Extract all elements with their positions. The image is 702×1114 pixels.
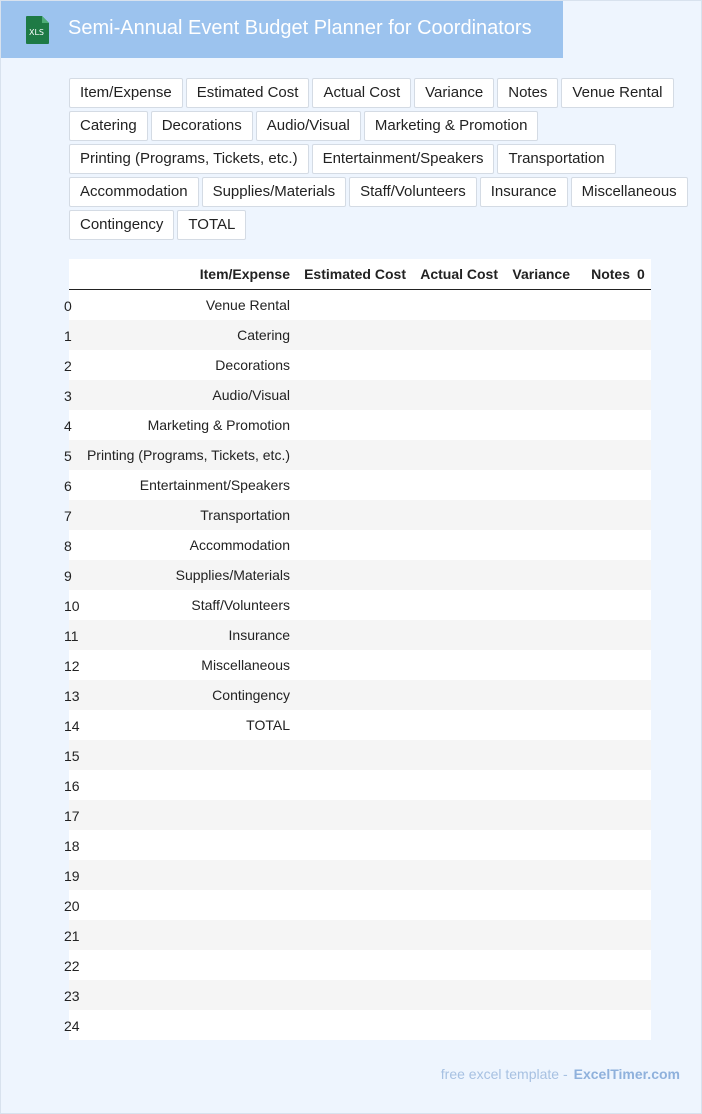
table-cell[interactable]: Venue Rental [79, 290, 297, 321]
row-index: 0 [64, 298, 72, 314]
column-chip[interactable]: Catering [69, 111, 148, 141]
row-index: 3 [64, 388, 72, 404]
table-cell[interactable] [637, 590, 651, 620]
row-index: 17 [64, 808, 80, 824]
table-cell[interactable] [79, 920, 297, 950]
table-cell[interactable] [413, 1010, 505, 1040]
row-index: 6 [64, 478, 72, 494]
table-cell[interactable] [413, 950, 505, 980]
table-cell[interactable] [505, 950, 577, 980]
table-cell[interactable]: Decorations [79, 350, 297, 380]
table-cell[interactable]: Staff/Volunteers [79, 590, 297, 620]
column-chip[interactable]: Estimated Cost [186, 78, 310, 108]
table-cell[interactable] [413, 680, 505, 710]
table-row [69, 980, 651, 1010]
table-cell[interactable] [505, 350, 577, 380]
column-chip[interactable]: Item/Expense [69, 78, 183, 108]
table-row [69, 770, 651, 800]
row-index: 5 [64, 448, 72, 464]
table-cell[interactable] [505, 620, 577, 650]
column-chip[interactable]: Contingency [69, 210, 174, 240]
row-index-cell[interactable] [64, 410, 79, 440]
column-chip-list [69, 78, 699, 240]
footer-credit [441, 1066, 680, 1082]
column-header[interactable]: Variance [505, 259, 577, 290]
column-chip[interactable]: Variance [414, 78, 494, 108]
excel-file-icon [23, 15, 51, 45]
table-cell[interactable] [577, 380, 637, 410]
row-index-cell[interactable] [64, 920, 80, 950]
row-index: 16 [64, 778, 80, 794]
table-cell[interactable] [297, 890, 413, 920]
table-cell[interactable] [297, 770, 413, 800]
table-cell[interactable] [297, 470, 413, 500]
table-row [69, 800, 651, 830]
table-cell[interactable] [505, 440, 577, 470]
table-cell[interactable] [577, 1010, 637, 1040]
table-cell[interactable] [505, 680, 577, 710]
table-cell[interactable] [577, 920, 637, 950]
row-index-cell[interactable] [64, 740, 80, 770]
table-row [69, 350, 651, 380]
table-row [69, 860, 651, 890]
table-cell[interactable] [413, 290, 505, 321]
table-row [69, 890, 651, 920]
table-cell[interactable] [577, 860, 637, 890]
table-cell[interactable] [637, 470, 651, 500]
table-cell[interactable] [79, 860, 297, 890]
table-cell[interactable] [413, 590, 505, 620]
row-index-cell[interactable] [64, 650, 80, 680]
column-chip[interactable]: Decorations [151, 111, 253, 141]
table-cell[interactable] [505, 800, 577, 830]
table-row [69, 470, 651, 500]
table-cell[interactable] [79, 1010, 297, 1040]
table-cell[interactable] [505, 830, 577, 860]
table-cell[interactable] [637, 410, 651, 440]
row-index: 20 [64, 898, 80, 914]
table-row [69, 290, 651, 321]
table-cell[interactable] [505, 290, 577, 321]
table-cell[interactable] [413, 500, 505, 530]
table-cell[interactable] [637, 290, 651, 321]
row-index-cell[interactable] [64, 800, 80, 830]
column-header[interactable] [69, 259, 79, 290]
table-cell[interactable] [505, 890, 577, 920]
row-index-cell[interactable] [64, 710, 80, 740]
table-cell[interactable]: Marketing & Promotion [79, 410, 297, 440]
table-cell[interactable] [413, 350, 505, 380]
table-cell[interactable] [413, 320, 505, 350]
title-bar [1, 1, 563, 58]
row-index: 23 [64, 988, 80, 1004]
row-index: 13 [64, 688, 80, 704]
row-index-cell[interactable] [64, 950, 80, 980]
table-cell[interactable] [413, 470, 505, 500]
table-cell[interactable] [413, 770, 505, 800]
table-cell[interactable] [413, 800, 505, 830]
table-cell[interactable] [413, 980, 505, 1010]
table-cell[interactable] [577, 710, 637, 740]
row-index: 10 [64, 598, 80, 614]
table-cell[interactable] [413, 860, 505, 890]
row-index-cell[interactable] [64, 890, 80, 920]
table-cell[interactable] [505, 500, 577, 530]
spreadsheet-table [64, 259, 651, 1040]
table-cell[interactable] [297, 590, 413, 620]
table-cell[interactable] [79, 830, 297, 860]
table-cell[interactable] [637, 530, 651, 560]
table-cell[interactable] [577, 830, 637, 860]
table-cell[interactable] [505, 920, 577, 950]
column-chip[interactable]: Transportation [497, 144, 615, 174]
table-cell[interactable] [297, 380, 413, 410]
table-cell[interactable] [577, 620, 637, 650]
column-chip[interactable]: Miscellaneous [571, 177, 688, 207]
table-cell[interactable] [577, 680, 637, 710]
table-cell[interactable] [297, 410, 413, 440]
table-row [69, 620, 651, 650]
table-cell[interactable] [79, 740, 297, 770]
table-cell[interactable] [577, 320, 637, 350]
table-cell[interactable] [637, 440, 651, 470]
table-cell[interactable] [505, 320, 577, 350]
table-cell[interactable] [637, 1010, 651, 1040]
table-cell[interactable] [505, 590, 577, 620]
column-header[interactable]: Actual Cost [413, 259, 505, 290]
row-index-cell[interactable] [64, 500, 79, 530]
table-cell[interactable] [297, 800, 413, 830]
table-row [69, 710, 651, 740]
table-cell[interactable] [297, 560, 413, 590]
table-cell[interactable] [297, 290, 413, 321]
row-index: 11 [64, 628, 79, 644]
table-cell[interactable] [79, 800, 297, 830]
column-chip[interactable]: Accommodation [69, 177, 199, 207]
table-cell[interactable] [637, 710, 651, 740]
table-cell[interactable] [297, 350, 413, 380]
footer-prefix: free excel template - [440, 1066, 568, 1082]
row-index: 24 [64, 1018, 80, 1034]
table-cell[interactable] [637, 860, 651, 890]
table-cell[interactable] [505, 380, 577, 410]
xls-icon-label: XLS [28, 28, 45, 37]
row-index-cell[interactable] [64, 680, 80, 710]
table-cell[interactable] [297, 650, 413, 680]
table-cell[interactable] [297, 320, 413, 350]
column-header[interactable]: Notes [577, 259, 637, 290]
column-chip[interactable]: Venue Rental [561, 78, 673, 108]
table-row [69, 650, 651, 680]
table-cell[interactable] [79, 770, 297, 800]
table-cell[interactable]: Entertainment/Speakers [79, 470, 297, 500]
table-cell[interactable] [79, 980, 297, 1010]
table-row [69, 500, 651, 530]
table-cell[interactable] [297, 440, 413, 470]
table-cell[interactable]: TOTAL [79, 710, 297, 740]
table-cell[interactable] [297, 620, 413, 650]
table-cell[interactable] [505, 530, 577, 560]
column-chip[interactable]: Actual Cost [312, 78, 411, 108]
row-index: 1 [64, 328, 72, 344]
row-index-cell[interactable] [64, 860, 80, 890]
table-cell[interactable] [637, 740, 651, 770]
table-cell[interactable] [413, 650, 505, 680]
table-row [69, 320, 651, 350]
row-index: 22 [64, 958, 80, 974]
table-cell[interactable] [577, 740, 637, 770]
table-cell[interactable] [297, 950, 413, 980]
row-index: 15 [64, 748, 80, 764]
table-cell[interactable]: Miscellaneous [79, 650, 297, 680]
table-row [69, 530, 651, 560]
table-cell[interactable] [637, 500, 651, 530]
table-cell[interactable] [637, 680, 651, 710]
row-index-cell[interactable] [64, 830, 80, 860]
table-row [69, 680, 651, 710]
table-cell[interactable] [577, 650, 637, 680]
table-cell[interactable] [413, 710, 505, 740]
row-index-cell[interactable] [64, 290, 79, 321]
row-index-cell[interactable] [64, 980, 80, 1010]
table-cell[interactable]: Supplies/Materials [79, 560, 297, 590]
table-cell[interactable] [637, 380, 651, 410]
table-cell[interactable] [505, 740, 577, 770]
table-cell[interactable] [297, 980, 413, 1010]
row-index-cell[interactable] [64, 320, 79, 350]
row-index: 21 [64, 928, 80, 944]
table-cell[interactable] [577, 500, 637, 530]
table-cell[interactable] [297, 500, 413, 530]
row-index-cell[interactable] [64, 1010, 80, 1040]
table-cell[interactable]: Insurance [79, 620, 297, 650]
table-cell[interactable] [297, 860, 413, 890]
row-index: 7 [64, 508, 72, 524]
table-cell[interactable] [505, 860, 577, 890]
column-header[interactable]: 0 [637, 259, 651, 290]
table-cell[interactable]: Contingency [79, 680, 297, 710]
row-index: 14 [64, 718, 80, 734]
table-cell[interactable] [413, 830, 505, 860]
table-cell[interactable] [413, 560, 505, 590]
table-cell[interactable] [637, 620, 651, 650]
table-body [64, 290, 651, 1041]
table-cell[interactable]: Printing (Programs, Tickets, etc.) [79, 440, 297, 470]
row-index: 12 [64, 658, 80, 674]
table-cell[interactable] [79, 890, 297, 920]
table-cell[interactable] [505, 650, 577, 680]
column-header[interactable]: Item/Expense [79, 259, 297, 290]
table-cell[interactable] [637, 800, 651, 830]
table-cell[interactable] [577, 560, 637, 590]
table-cell[interactable] [413, 920, 505, 950]
column-chip[interactable]: Printing (Programs, Tickets, etc.) [69, 144, 309, 174]
table-cell[interactable] [297, 920, 413, 950]
table-row [69, 560, 651, 590]
table-cell[interactable] [413, 740, 505, 770]
table-cell[interactable] [577, 890, 637, 920]
table-cell[interactable] [577, 530, 637, 560]
row-index-cell[interactable] [64, 470, 79, 500]
table-cell[interactable] [297, 530, 413, 560]
table-cell[interactable] [297, 740, 413, 770]
table-cell[interactable] [637, 830, 651, 860]
table-cell[interactable] [577, 440, 637, 470]
row-index: 18 [64, 838, 80, 854]
table-cell[interactable] [505, 770, 577, 800]
table-cell[interactable] [637, 890, 651, 920]
table-cell[interactable] [577, 590, 637, 620]
table-cell[interactable] [637, 920, 651, 950]
table-row [69, 410, 651, 440]
row-index-cell[interactable] [64, 620, 79, 650]
table-cell[interactable] [413, 620, 505, 650]
table-row [69, 920, 651, 950]
table-cell[interactable] [577, 290, 637, 321]
table-cell[interactable] [297, 1010, 413, 1040]
table-cell[interactable] [577, 470, 637, 500]
table-cell[interactable] [637, 650, 651, 680]
table-cell[interactable] [297, 680, 413, 710]
row-index-cell[interactable] [64, 560, 79, 590]
column-chip[interactable]: Audio/Visual [256, 111, 361, 141]
column-header[interactable]: Estimated Cost [297, 259, 413, 290]
table-cell[interactable] [505, 560, 577, 590]
table-row [69, 830, 651, 860]
table-cell[interactable] [637, 560, 651, 590]
row-index-cell[interactable] [64, 590, 80, 620]
row-index-cell[interactable] [64, 380, 79, 410]
table-cell[interactable]: Catering [79, 320, 297, 350]
table-cell[interactable] [577, 410, 637, 440]
table-cell[interactable] [577, 980, 637, 1010]
row-index-cell[interactable] [64, 770, 80, 800]
column-chip[interactable]: Notes [497, 78, 558, 108]
table-cell[interactable] [577, 770, 637, 800]
table-cell[interactable] [79, 950, 297, 980]
table-cell[interactable] [297, 830, 413, 860]
table-cell[interactable] [297, 710, 413, 740]
table-row [69, 590, 651, 620]
row-index: 9 [64, 568, 72, 584]
table-cell[interactable] [505, 710, 577, 740]
page-title: Semi-Annual Event Budget Planner for Coordinators [68, 17, 532, 39]
column-chip[interactable]: Insurance [480, 177, 568, 207]
table-row [69, 1010, 651, 1040]
table-cell[interactable] [577, 950, 637, 980]
table-cell[interactable] [637, 950, 651, 980]
table-cell[interactable] [413, 440, 505, 470]
table-cell[interactable] [413, 410, 505, 440]
column-chip[interactable]: Staff/Volunteers [349, 177, 477, 207]
table-cell[interactable] [505, 980, 577, 1010]
table-header-row [69, 259, 651, 290]
table-cell[interactable] [505, 1010, 577, 1040]
column-chip[interactable]: Marketing & Promotion [364, 111, 539, 141]
table-row [69, 950, 651, 980]
row-index-cell[interactable] [64, 530, 79, 560]
row-index: 2 [64, 358, 72, 374]
table-cell[interactable] [413, 890, 505, 920]
column-chip[interactable]: Supplies/Materials [202, 177, 347, 207]
row-index: 19 [64, 868, 80, 884]
table-row [69, 740, 651, 770]
column-chip[interactable]: Entertainment/Speakers [312, 144, 495, 174]
table-cell[interactable] [505, 410, 577, 440]
table-cell[interactable]: Audio/Visual [79, 380, 297, 410]
table-cell[interactable]: Transportation [79, 500, 297, 530]
table-cell[interactable] [637, 350, 651, 380]
table-row [69, 440, 651, 470]
table-cell[interactable] [505, 470, 577, 500]
table-cell[interactable] [413, 380, 505, 410]
table-row [69, 380, 651, 410]
table-cell[interactable] [577, 800, 637, 830]
table-cell[interactable] [577, 350, 637, 380]
row-index-cell[interactable] [64, 440, 79, 470]
table-cell[interactable]: Accommodation [79, 530, 297, 560]
column-chip[interactable]: TOTAL [177, 210, 246, 240]
row-index: 4 [64, 418, 72, 434]
table-cell[interactable] [413, 530, 505, 560]
table-cell[interactable] [637, 320, 651, 350]
table-cell[interactable] [637, 980, 651, 1010]
footer-brand-link[interactable]: ExcelTimer.com [573, 1066, 680, 1082]
table-cell[interactable] [637, 770, 651, 800]
row-index: 8 [64, 538, 72, 554]
row-index-cell[interactable] [64, 350, 79, 380]
